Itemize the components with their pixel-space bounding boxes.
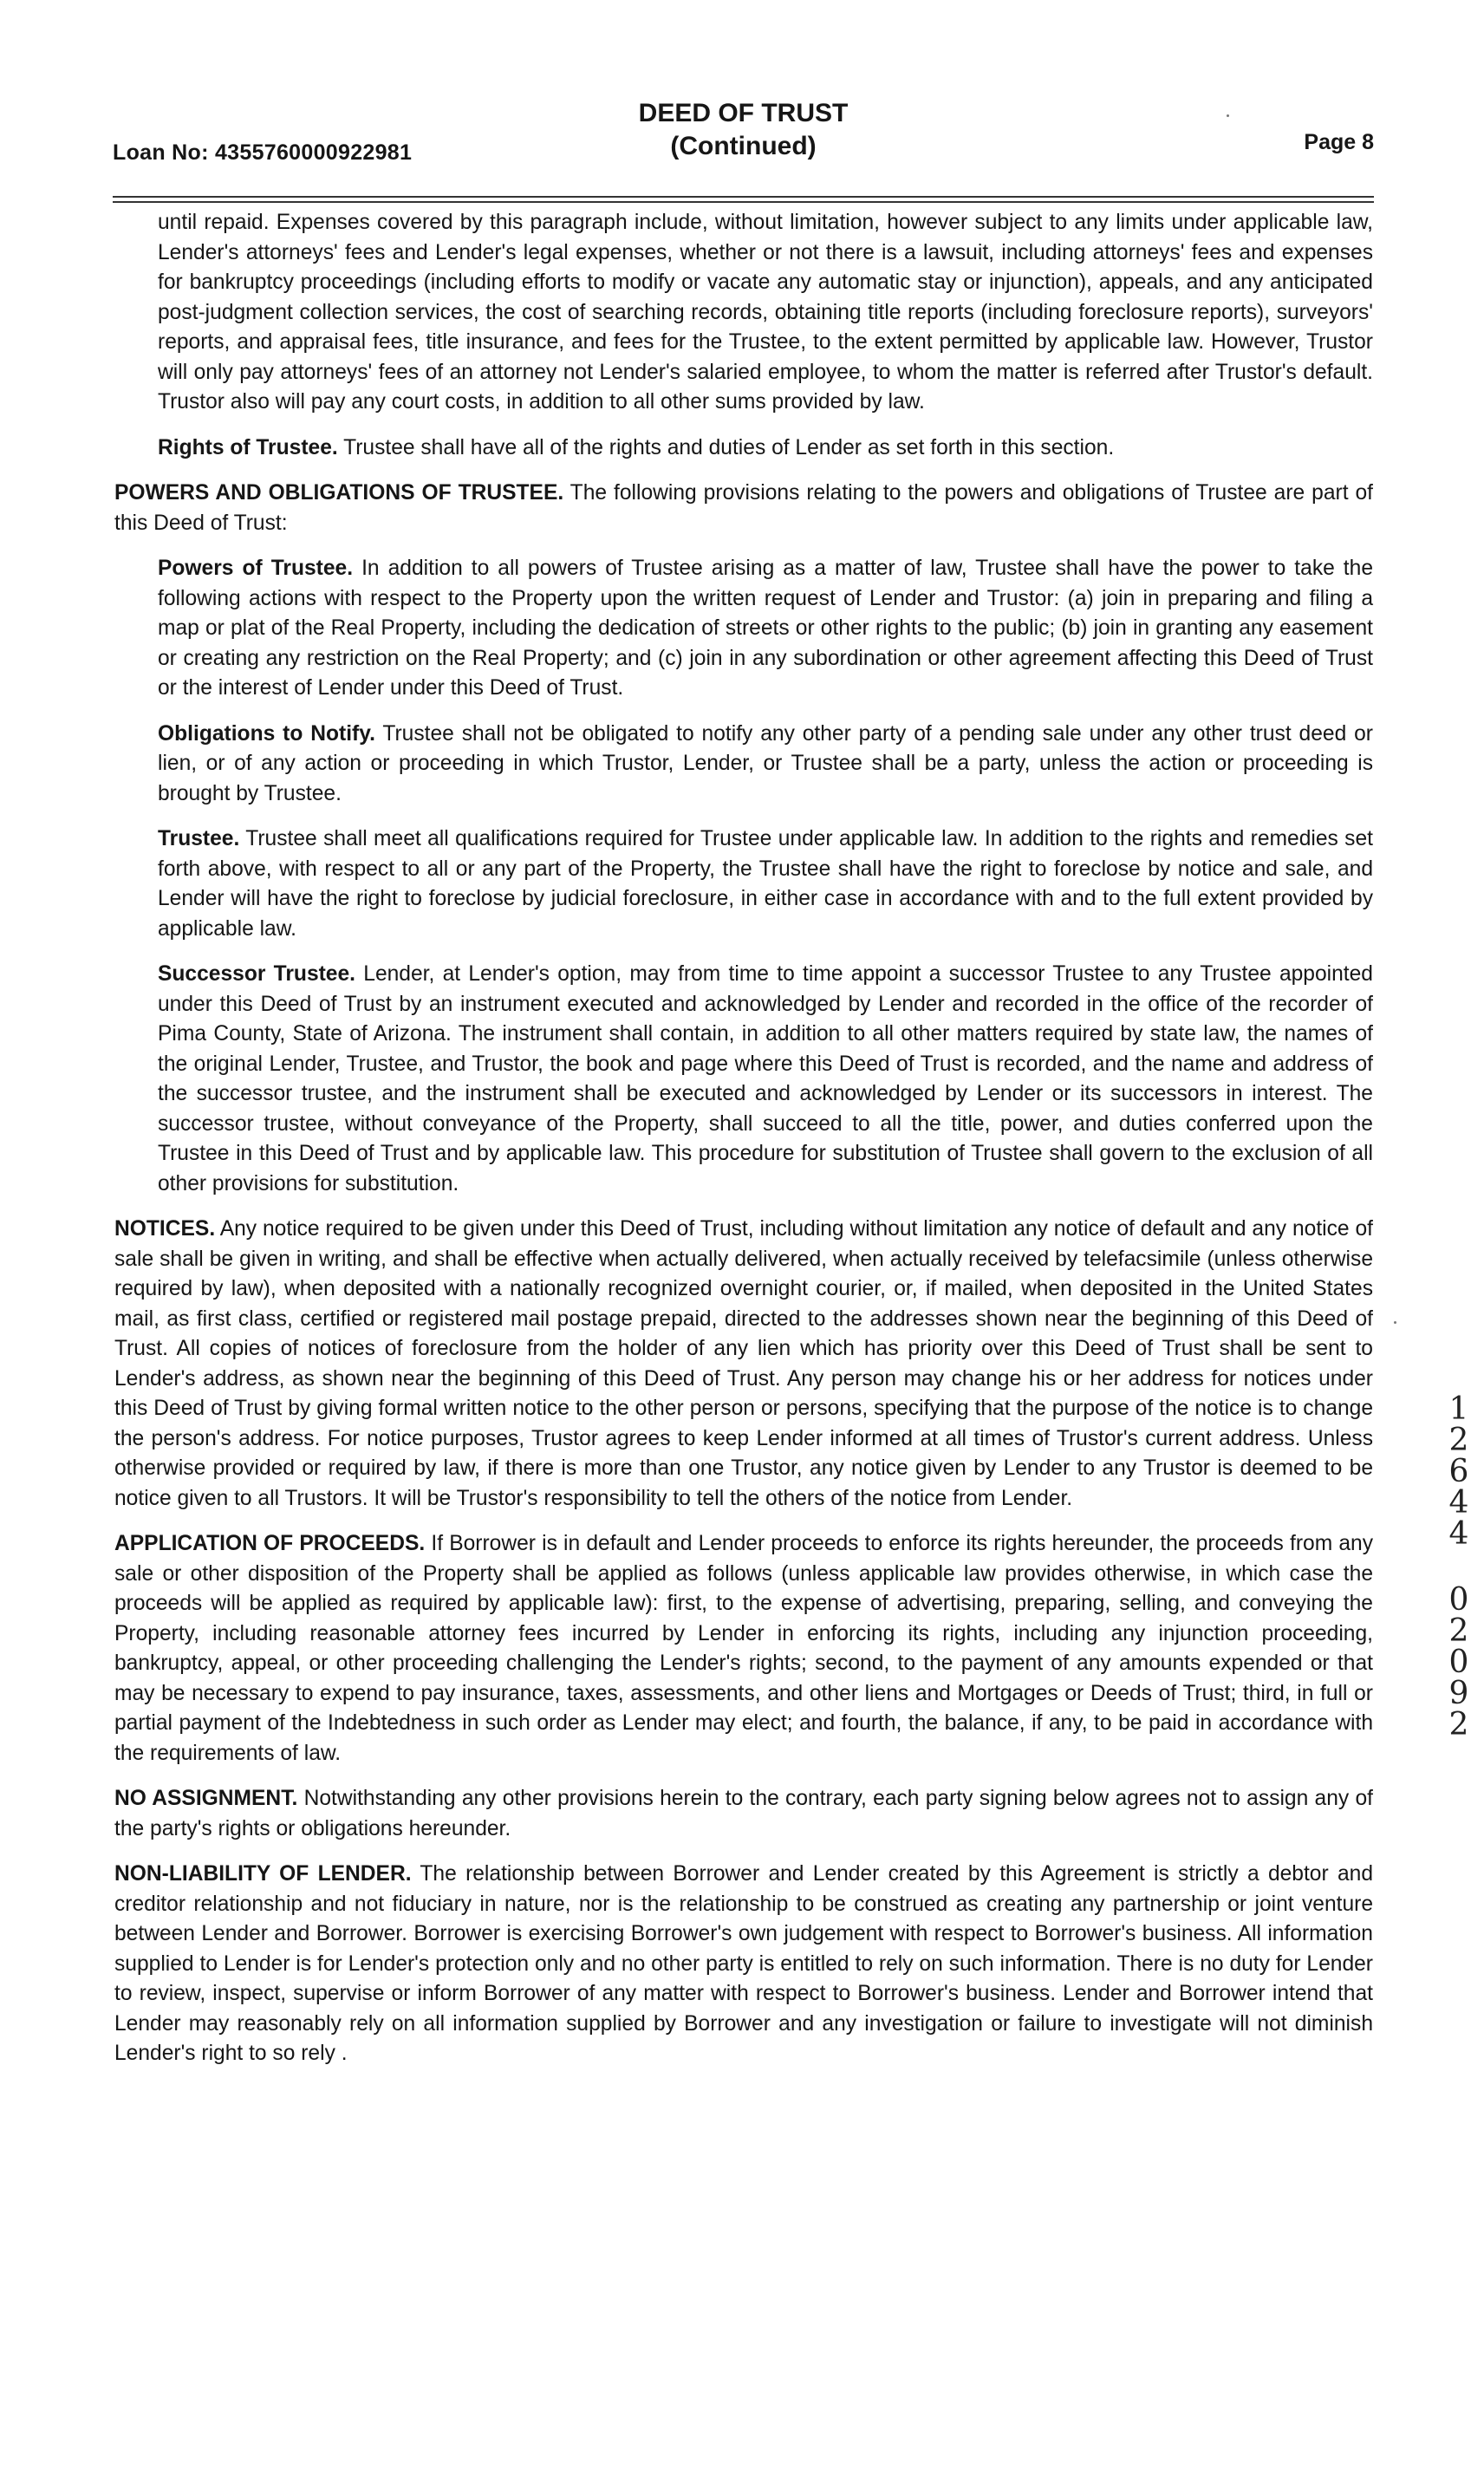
- section-heading: Obligations to Notify.: [158, 721, 375, 746]
- paragraph-text: Trustee shall meet all qualifications required for Trustee under applicable law. In addition to the rights and remedies set forth above, with respect to all or any part of the Property, the Trustee shall have the right to foreclose by notice and sale, and Lender will have the right to foreclose by judicial foreclosure, in either case in accordance with and to the full extent provided by applicable law.: [158, 827, 1373, 941]
- paragraph-powers-and-obligations: [114, 479, 1373, 538]
- loan-number: Loan No: 4355760000922981: [113, 140, 413, 165]
- recording-stamp: [1446, 1391, 1472, 1743]
- paragraph-successor-trustee: [158, 960, 1373, 1199]
- paragraph-rights-of-trustee: [158, 433, 1373, 464]
- stamp-digit: 2: [1448, 1423, 1469, 1458]
- scan-speck: [1227, 114, 1229, 117]
- section-heading: NON-LIABILITY OF LENDER.: [114, 1862, 412, 1886]
- document-title-block: [113, 97, 1374, 163]
- header-rule-bottom: [113, 201, 1374, 203]
- stamp-digit: 9: [1448, 1676, 1469, 1711]
- stamp-digit: 0: [1448, 1582, 1469, 1618]
- stamp-digit: 2: [1448, 1613, 1469, 1649]
- section-heading: Trustee.: [158, 827, 240, 850]
- document-body: [114, 208, 1373, 2085]
- header-rule-top: [113, 196, 1374, 198]
- paragraph-text: The following provisions relating to the powers and obligations of Trustee are part of this Deed of Trust:: [114, 481, 1373, 535]
- stamp-gap: [1446, 1550, 1472, 1585]
- paragraph-text: Trustee shall not be obligated to notify any other party of a pending sale under any other trust deed or lien, or of any action or proceeding in which Trustor, Lender, or Trustee shall be a party, unless the action or proceeding is brought by Trustee.: [158, 721, 1373, 805]
- scan-speck: [1394, 1321, 1396, 1324]
- paragraph-non-liability: [114, 1860, 1373, 2069]
- paragraph-expenses-continued: [158, 208, 1373, 418]
- stamp-digit: 0: [1448, 1645, 1469, 1680]
- paragraph-notices: [114, 1215, 1373, 1514]
- section-heading: Rights of Trustee.: [158, 435, 338, 459]
- paragraph-no-assignment: [114, 1784, 1373, 1844]
- stamp-digit: 2: [1448, 1707, 1469, 1743]
- section-heading: POWERS AND OBLIGATIONS OF TRUSTEE.: [114, 481, 564, 505]
- section-heading: NOTICES.: [114, 1217, 216, 1241]
- page-number: Page 8: [1304, 130, 1374, 154]
- page-header: [113, 94, 1374, 172]
- section-heading: NO ASSIGNMENT.: [114, 1787, 298, 1810]
- section-heading: APPLICATION OF PROCEEDS.: [114, 1532, 426, 1555]
- paragraph-text: Lender, at Lender's option, may from time to time appoint a successor Trustee to any Trustee appointed under this Deed of Trust by an instrument executed and acknowledged by Lender and recorded in the office of the recorder of Pima County, State of Arizona. The instrument shall contain, in addition to all other matters required by state law, the names of the original Lender, Trustee, and Trustor, the book and page where this Deed of Trust is recorded, and the name and address of the successor trustee, and the instrument shall be executed and acknowledged by Lender or its successors in interest. The successor trustee, without conveyance of the Property, shall succeed to all the title, power, and duties conferred upon the Trustee in this Deed of Trust and by applicable law. This procedure for substitution of Trustee shall govern to the exclusion of all other provisions for substitution.: [158, 962, 1373, 1195]
- paragraph-powers-of-trustee: [158, 554, 1373, 704]
- paragraph-text: The relationship between Borrower and Lender created by this Agreement is strictly a debtor and creditor relationship and not fiduciary in nature, nor is the relationship to be construed as creating any partnership or joint venture between Lender and Borrower. Borrower is exercising Borrower's own judgement with respect to Borrower's business. All information supplied to Lender is for Lender's protection only and no other party is entitled to rely on such information. There is no duty for Lender to review, inspect, supervise or inform Borrower of any matter with respect to Borrower's business. Lender and Borrower intend that Lender may reasonably rely on all information supplied by Borrower and any investigation or failure to investigate will not diminish Lender's right to so rely .: [114, 1862, 1373, 2065]
- stamp-digit: 4: [1448, 1516, 1469, 1552]
- paragraph-text: Notwithstanding any other provisions herein to the contrary, each party signing below agrees not to assign any of the party's rights or obligations hereunder.: [114, 1787, 1373, 1840]
- paragraph-text: In addition to all powers of Trustee arising as a matter of law, Trustee shall have the power to take the following actions with respect to the Property upon the written request of Lender and Trustor: (a) join in preparing and filing a map or plat of the Real Property, including the dedication of streets or other rights to the public; (b) join in granting any easement or creating any restriction on the Real Property; and (c) join in any subordination or other agreement affecting this Deed of Trust or the interest of Lender under this Deed of Trust.: [158, 557, 1373, 700]
- section-heading: Powers of Trustee.: [158, 557, 354, 580]
- paragraph-text: until repaid. Expenses covered by this paragraph include, without limitation, however subject to any limits under applicable law, Lender's attorneys' fees and Lender's legal expenses, whether or not there is a lawsuit, including attorneys' fees and expenses for bankruptcy proceedings (including efforts to modify or vacate any automatic stay or injunction), appeals, and any anticipated post-judgment collection services, the cost of searching records, obtaining title reports (including foreclosure reports), surveyors' reports, and appraisal fees, title insurance, and fees for the Trustee, to the extent permitted by applicable law. However, Trustor will only pay attorneys' fees of an attorney not Lender's salaried employee, to whom the matter is referred after Trustor's default. Trustor also will pay any court costs, in addition to all other sums provided by law.: [158, 211, 1373, 414]
- stamp-digit: 6: [1448, 1454, 1469, 1489]
- stamp-digit: 4: [1448, 1485, 1469, 1521]
- paragraph-text: Any notice required to be given under this Deed of Trust, including without limitation any notice of default and any notice of sale shall be given in writing, and shall be effective when actually delivered, when actually received by telefacsimile (unless otherwise required by law), when deposited with a nationally recognized overnight courier, or, if mailed, when deposited in the United States mail, as first class, certified or registered mail postage prepaid, directed to the addresses shown near the beginning of this Deed of Trust. All copies of notices of foreclosure from the holder of any lien which has priority over this Deed of Trust shall be sent to Lender's address, as shown near the beginning of this Deed of Trust. Any person may change his or her address for notices under this Deed of Trust by giving formal written notice to the other person or persons, specifying that the purpose of the notice is to change the person's address. For notice purposes, Trustor agrees to keep Lender informed at all times of Trustor's current address. Unless otherwise provided or required by law, if there is more than one Trustor, any notice given by Lender to any Trustor is deemed to be notice given to all Trustors. It will be Trustor's responsibility to tell the others of the notice from Lender.: [114, 1217, 1373, 1510]
- paragraph-text: Trustee shall have all of the rights and duties of Lender as set forth in this section.: [337, 435, 1115, 459]
- paragraph-trustee: [158, 824, 1373, 944]
- document-title: DEED OF TRUST: [638, 99, 849, 127]
- document-subtitle: (Continued): [670, 132, 817, 160]
- stamp-digit: 1: [1448, 1391, 1469, 1427]
- paragraph-obligations-to-notify: [158, 720, 1373, 810]
- paragraph-application-of-proceeds: [114, 1529, 1373, 1769]
- paragraph-text: If Borrower is in default and Lender proceeds to enforce its rights hereunder, the proceeds from any sale or other disposition of the Property shall be applied as follows (unless applicable law provides otherwise, in which case the proceeds will be applied as required by applicable law): first, to the expense of advertising, preparing, selling, and conveying the Property, including reasonable attorney fees incurred by Lender in enforcing its rights, including any injunction proceeding, bankruptcy, appeal, or other proceeding challenging the Lender's rights; second, to the payment of any amounts expended or that may be necessary to expend to pay insurance, taxes, assessments, and other liens and Mortgages or Deeds of Trust; third, in full or partial payment of the Indebtedness in such order as Lender may elect; and fourth, the balance, if any, to be paid in accordance with the requirements of law.: [114, 1532, 1374, 1765]
- section-heading: Successor Trustee.: [158, 962, 355, 986]
